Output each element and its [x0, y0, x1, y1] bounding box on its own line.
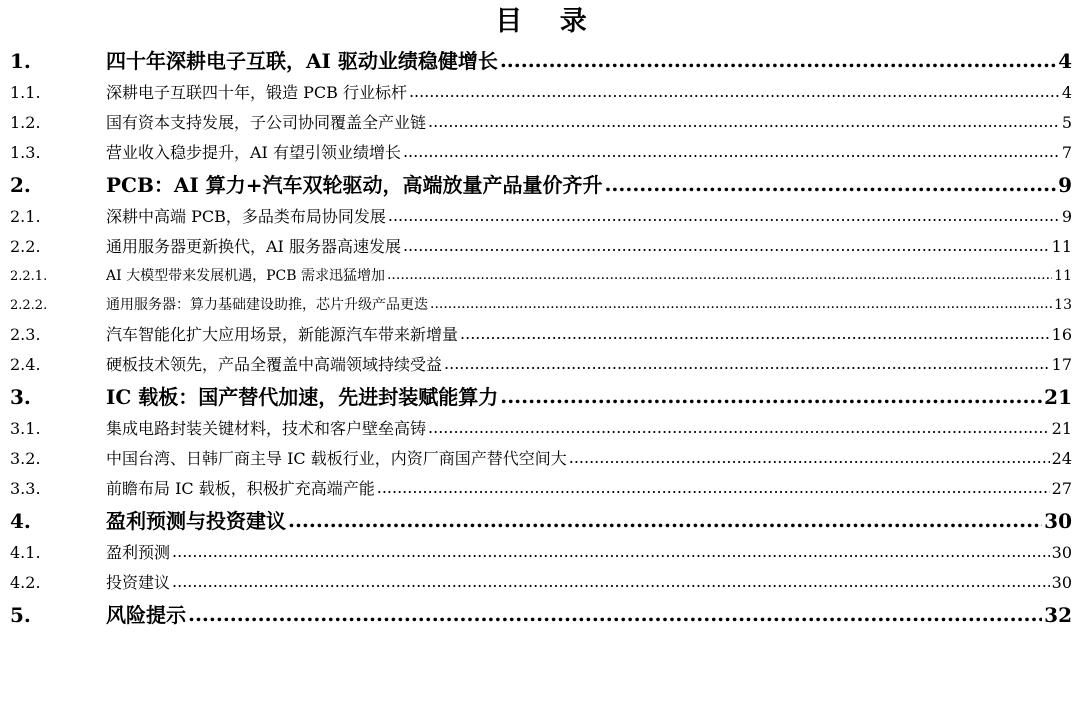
toc-entry-level-2[interactable] — [10, 414, 1072, 444]
toc-entry-level-2[interactable] — [10, 232, 1072, 262]
toc-entry-title[interactable]: IC 载板：国产替代加速，先进封装赋能算力 — [106, 385, 499, 409]
toc-entry-number: 2.2.1. — [10, 269, 48, 284]
toc-entry-number: 2. — [10, 173, 31, 197]
toc-entry-number: 3. — [10, 385, 31, 409]
toc-entry-title[interactable]: PCB：AI 算力+汽车双轮驱动，高端放量产品量价齐升 — [106, 173, 603, 197]
toc-entry-number: 3.3. — [10, 479, 41, 498]
toc-entry-number: 1.2. — [10, 113, 41, 132]
toc-entry-page-number[interactable]: 7 — [1061, 143, 1072, 162]
toc-entry-level-2[interactable] — [10, 108, 1072, 138]
toc-entry-number: 3.1. — [10, 419, 41, 438]
toc-dot-leader — [428, 414, 1050, 443]
toc-entry-number: 2.4. — [10, 355, 41, 374]
toc-entry-title[interactable]: 深耕中高端 PCB，多品类布局协同发展 — [106, 207, 386, 226]
toc-entry-page-number[interactable]: 16 — [1051, 325, 1072, 344]
toc-dot-leader — [500, 44, 1056, 77]
toc-entry-title[interactable]: 四十年深耕电子互联，AI 驱动业绩稳健增长 — [106, 49, 498, 73]
toc-entry-number: 4. — [10, 509, 31, 533]
toc-entry-page-number[interactable]: 24 — [1051, 449, 1072, 468]
toc-entry-level-1[interactable] — [10, 504, 1072, 538]
toc-entry-title[interactable]: 集成电路封装关键材料，技术和客户壁垒高铸 — [106, 419, 427, 438]
toc-entry-level-2[interactable] — [10, 474, 1072, 504]
toc-entry-level-2[interactable] — [10, 538, 1072, 568]
toc-entry-title[interactable]: 风险提示 — [106, 603, 186, 627]
toc-entry-level-2[interactable] — [10, 320, 1072, 350]
toc-entry-level-2[interactable] — [10, 568, 1072, 598]
toc-entry-page-number[interactable]: 4 — [1061, 83, 1072, 102]
toc-entry-page-number[interactable]: 9 — [1061, 207, 1072, 226]
toc-entry-level-1[interactable] — [10, 598, 1072, 632]
toc-dot-leader — [444, 350, 1050, 379]
toc-entry-number: 2.1. — [10, 207, 41, 226]
toc-entry-number: 3.2. — [10, 449, 41, 468]
toc-entry-title[interactable]: 盈利预测 — [106, 543, 171, 562]
toc-entry-title[interactable]: 投资建议 — [106, 573, 171, 592]
toc-dot-leader — [172, 568, 1050, 597]
toc-entry-level-2[interactable] — [10, 202, 1072, 232]
toc-entry-number: 1.3. — [10, 143, 41, 162]
toc-entry-number: 2.2.2. — [10, 298, 48, 313]
toc-entry-level-2[interactable] — [10, 78, 1072, 108]
toc-entry-page-number[interactable]: 4 — [1058, 49, 1072, 73]
toc-dot-leader — [388, 202, 1060, 231]
toc-entry-title[interactable]: 硬板技术领先，产品全覆盖中高端领域持续受益 — [106, 355, 443, 374]
toc-entry-title[interactable]: 盈利预测与投资建议 — [106, 509, 286, 533]
toc-entry-page-number[interactable]: 30 — [1051, 573, 1072, 592]
toc-entry-number: 4.2. — [10, 573, 41, 592]
toc-entry-page-number[interactable]: 5 — [1061, 113, 1072, 132]
toc-entry-title[interactable]: 国有资本支持发展，子公司协同覆盖全产业链 — [106, 113, 427, 132]
toc-dot-leader — [172, 538, 1050, 567]
toc-dot-leader — [604, 168, 1056, 201]
toc-entry-page-number[interactable]: 30 — [1044, 509, 1072, 533]
toc-dot-leader — [288, 504, 1042, 537]
toc-entry-number: 1. — [10, 49, 31, 73]
toc-entry-title[interactable]: 营业收入稳步提升，AI 有望引领业绩增长 — [106, 143, 401, 162]
toc-title: 目 录 — [495, 6, 601, 37]
toc-dot-leader — [409, 78, 1060, 107]
toc-dot-leader — [387, 262, 1052, 290]
toc-entry-page-number[interactable]: 11 — [1054, 268, 1072, 284]
toc-dot-leader — [500, 380, 1042, 413]
toc-entry-page-number[interactable]: 13 — [1054, 297, 1072, 313]
toc-dot-leader — [377, 474, 1050, 503]
toc-entry-number: 2.3. — [10, 325, 41, 344]
toc-entry-level-2[interactable] — [10, 444, 1072, 474]
toc-entry-level-3[interactable] — [10, 291, 1072, 320]
toc-entry-title[interactable]: 汽车智能化扩大应用场景，新能源汽车带来新增量 — [106, 325, 459, 344]
toc-entry-level-1[interactable] — [10, 168, 1072, 202]
toc-entry-level-2[interactable] — [10, 138, 1072, 168]
toc-entry-title[interactable]: 前瞻布局 IC 载板，积极扩充高端产能 — [106, 479, 375, 498]
toc-entry-page-number[interactable]: 32 — [1044, 603, 1072, 627]
toc-dot-leader — [460, 320, 1050, 349]
toc-entry-title[interactable]: 通用服务器：算力基础建设助推，芯片升级产品更迭 — [106, 297, 428, 313]
toc-dot-leader — [569, 444, 1050, 473]
toc-entry-page-number[interactable]: 30 — [1051, 543, 1072, 562]
toc-dot-leader — [403, 138, 1060, 167]
toc-entry-page-number[interactable]: 21 — [1044, 385, 1072, 409]
toc-entry-level-2[interactable] — [10, 350, 1072, 380]
toc-entry-level-1[interactable] — [10, 44, 1072, 78]
toc-entry-level-3[interactable] — [10, 262, 1072, 291]
toc-entry-number: 5. — [10, 603, 31, 627]
toc-entry-page-number[interactable]: 11 — [1051, 237, 1072, 256]
toc-entry-number: 1.1. — [10, 83, 41, 102]
toc-entry-number: 4.1. — [10, 543, 41, 562]
toc-entry-title[interactable]: 中国台湾、日韩厂商主导 IC 载板行业，内资厂商国产替代空间大 — [106, 449, 567, 468]
toc-dot-leader — [430, 291, 1052, 319]
toc-dot-leader — [188, 598, 1042, 631]
toc-entry-title[interactable]: 深耕电子互联四十年，锻造 PCB 行业标杆 — [106, 83, 407, 102]
toc-entry-page-number[interactable]: 21 — [1051, 419, 1072, 438]
toc-entry-page-number[interactable]: 9 — [1058, 173, 1072, 197]
toc-entry-page-number[interactable]: 17 — [1051, 355, 1072, 374]
toc-dot-leader — [403, 232, 1050, 261]
toc-entry-page-number[interactable]: 27 — [1051, 479, 1072, 498]
toc-entry-number: 2.2. — [10, 237, 41, 256]
toc-list — [10, 44, 1072, 632]
toc-dot-leader — [428, 108, 1060, 137]
toc-entry-title[interactable]: AI 大模型带来发展机遇，PCB 需求迅猛增加 — [106, 268, 385, 284]
toc-entry-level-1[interactable] — [10, 380, 1072, 414]
toc-entry-title[interactable]: 通用服务器更新换代，AI 服务器高速发展 — [106, 237, 401, 256]
